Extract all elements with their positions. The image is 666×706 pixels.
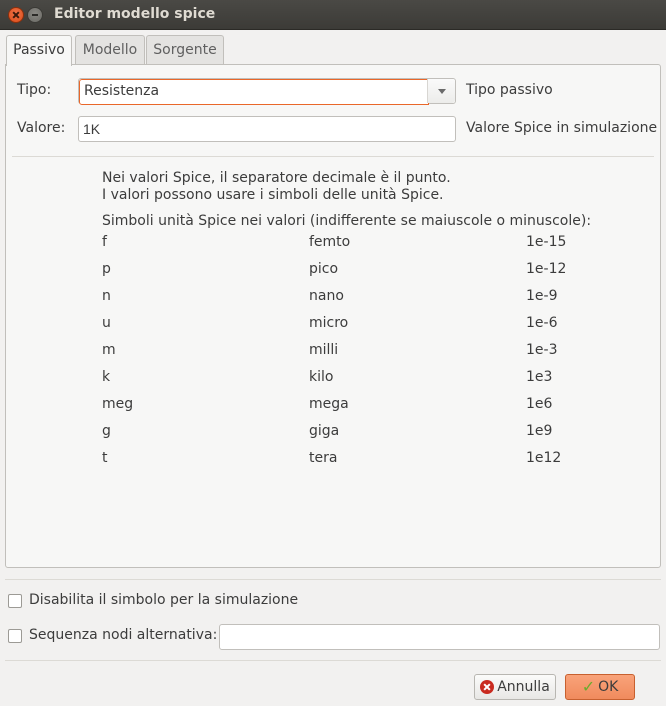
unit-value: 1e6 <box>526 396 553 412</box>
unit-symbol: f <box>102 234 107 250</box>
ok-button-label: OK <box>598 679 619 695</box>
unit-name: pico <box>309 261 339 277</box>
unit-row <box>102 342 572 369</box>
divider <box>5 660 661 661</box>
unit-row <box>102 396 572 423</box>
unit-symbol: g <box>102 423 111 439</box>
disable-simulation-label[interactable]: Disabilita il simbolo per la simulazione <box>29 592 299 608</box>
tab-passivo[interactable]: Passivo <box>6 35 72 66</box>
units-table <box>102 234 572 477</box>
alt-node-sequence-checkbox[interactable] <box>8 629 22 643</box>
unit-symbol: u <box>102 315 111 331</box>
unit-row <box>102 315 572 342</box>
window-title: Editor modello spice <box>54 6 216 22</box>
unit-name: femto <box>309 234 351 250</box>
cancel-icon <box>480 680 494 694</box>
unit-name: nano <box>309 288 344 304</box>
unit-symbol: meg <box>102 396 134 412</box>
unit-value: 1e3 <box>526 369 553 385</box>
type-combobox[interactable] <box>78 78 456 104</box>
unit-symbol: t <box>102 450 108 466</box>
unit-row <box>102 261 572 288</box>
tab-modello[interactable]: Modello <box>75 35 145 65</box>
unit-symbol: k <box>102 369 111 385</box>
unit-value: 1e9 <box>526 423 553 439</box>
unit-row <box>102 450 572 477</box>
unit-value: 1e-12 <box>526 261 567 277</box>
value-input[interactable] <box>78 116 456 142</box>
unit-symbol: p <box>102 261 111 277</box>
unit-name: milli <box>309 342 339 358</box>
unit-row <box>102 423 572 450</box>
unit-value: 1e-6 <box>526 315 558 331</box>
tab-sorgente[interactable]: Sorgente <box>146 35 224 65</box>
value-hint: Valore Spice in simulazione <box>466 120 658 136</box>
unit-value: 1e12 <box>526 450 562 466</box>
type-hint: Tipo passivo <box>466 82 553 98</box>
help-line-units: I valori possono usare i simboli delle unità Spice. <box>102 187 444 203</box>
unit-symbol: m <box>102 342 116 358</box>
unit-name: tera <box>309 450 338 466</box>
unit-name: kilo <box>309 369 334 385</box>
cancel-button[interactable] <box>474 674 556 700</box>
unit-symbol: n <box>102 288 111 304</box>
chevron-down-icon[interactable] <box>427 79 455 103</box>
unit-row <box>102 369 572 396</box>
unit-value: 1e-3 <box>526 342 558 358</box>
alt-node-sequence-label[interactable]: Sequenza nodi alternativa: <box>29 627 218 643</box>
disable-simulation-checkbox[interactable] <box>8 594 22 608</box>
cancel-button-label: Annulla <box>497 679 550 695</box>
type-label: Tipo: <box>17 82 52 98</box>
units-heading: Simboli unità Spice nei valori (indifferente se maiuscole o minuscole): <box>102 213 592 229</box>
window-titlebar[interactable] <box>0 0 666 30</box>
divider <box>12 156 654 157</box>
unit-name: giga <box>309 423 340 439</box>
unit-row <box>102 234 572 261</box>
unit-name: mega <box>309 396 349 412</box>
divider <box>5 579 661 580</box>
close-window-icon[interactable] <box>8 7 24 23</box>
type-combobox-field[interactable]: Resistenza <box>79 79 429 105</box>
value-label: Valore: <box>17 120 66 136</box>
help-line-decimal: Nei valori Spice, il separatore decimale è il punto. <box>102 170 451 186</box>
unit-name: micro <box>309 315 349 331</box>
checkmark-icon: ✓ <box>581 677 596 696</box>
alt-node-sequence-input[interactable] <box>219 624 660 650</box>
minimize-window-icon[interactable] <box>27 7 43 23</box>
unit-row <box>102 288 572 315</box>
unit-value: 1e-15 <box>526 234 567 250</box>
unit-value: 1e-9 <box>526 288 558 304</box>
ok-button[interactable] <box>565 674 635 700</box>
